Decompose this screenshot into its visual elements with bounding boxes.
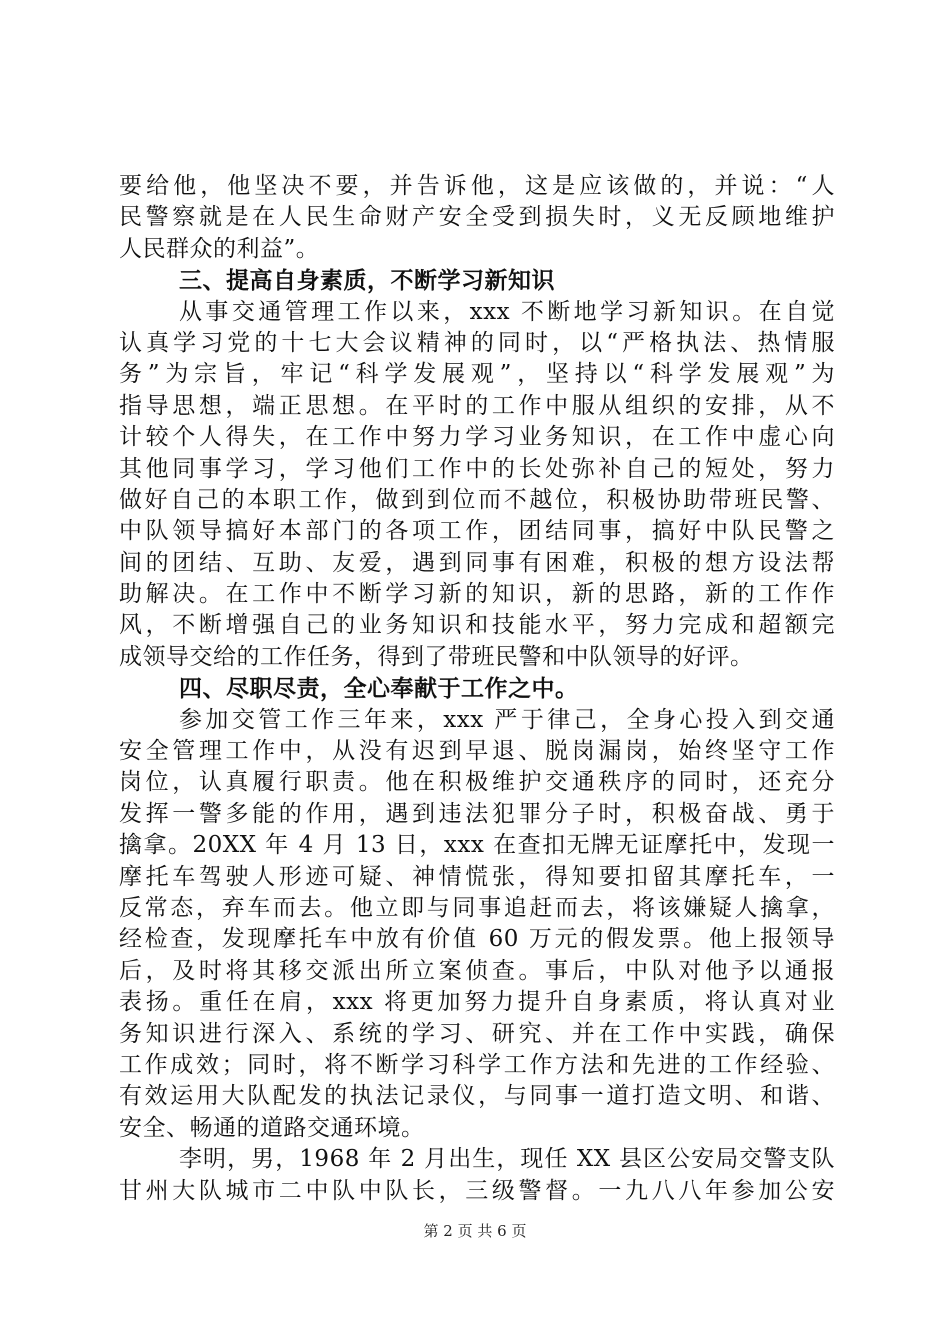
text-line: 民警察就是在人民生命财产安全受到损失时，义无反顾地维护 <box>119 204 835 231</box>
text-line: 表扬。重任在肩，xxx 将更加努力提升自身素质，将认真对业 <box>119 989 835 1016</box>
text-line: 做好自己的本职工作，做到到位而不越位，积极协助带班民警、 <box>119 486 835 513</box>
text-line: 要给他，他坚决不要，并告诉他，这是应该做的，并说：“人 <box>119 173 835 199</box>
text-line: 中队领导搞好本部门的各项工作，团结同事，搞好中队民警之 <box>119 518 835 545</box>
text-line: 安全、畅通的道路交通环境。 <box>119 1114 425 1141</box>
text-line: 其他同事学习，学习他们工作中的长处弥补自己的短处，努力 <box>119 455 835 482</box>
text-line: 认真学习党的十七大会议精神的同时，以“严格执法、热情服 <box>119 329 835 356</box>
text-line: 助解决。在工作中不断学习新的知识，新的思路，新的工作作 <box>119 581 835 608</box>
text-line: 反常态，弃车而去。他立即与同事追赶而去，将该嫌疑人擒拿， <box>119 894 835 921</box>
document-body <box>119 171 835 1207</box>
text-line: 李明，男，1968 年 2 月出生，现任 XX 县区公安局交警支队 <box>179 1146 835 1173</box>
text-line: 后，及时将其移交派出所立案侦查。事后，中队对他予以通报 <box>119 957 835 984</box>
text-line: 安全管理工作中，从没有迟到早退、脱岗漏岗，始终坚守工作 <box>119 738 835 765</box>
text-line: 人民群众的利益”。 <box>119 235 320 262</box>
text-line: 从事交通管理工作以来，xxx 不断地学习新知识。在自觉 <box>179 298 835 325</box>
text-line: 有效运用大队配发的执法记录仪，与同事一道打造文明、和谐、 <box>119 1083 835 1110</box>
text-line: 发挥一警多能的作用，遇到违法犯罪分子时，积极奋战、勇于 <box>119 800 835 827</box>
text-line: 务”为宗旨，牢记“科学发展观”，坚持以“科学发展观”为 <box>119 361 835 388</box>
text-line: 工作成效；同时，将不断学习科学工作方法和先进的工作经验、 <box>119 1051 835 1078</box>
text-line: 指导思想，端正思想。在平时的工作中服从组织的安排，从不 <box>119 392 835 419</box>
text-line: 岗位，认真履行职责。他在积极维护交通秩序的同时，还充分 <box>119 769 835 796</box>
text-line: 擒拿。20XX 年 4 月 13 日，xxx 在查扣无牌无证摩托中，发现一 <box>119 832 835 859</box>
page-number-footer: 第 2 页 共 6 页 <box>423 1222 527 1240</box>
text-line: 成领导交给的工作任务，得到了带班民警和中队领导的好评。 <box>119 643 754 670</box>
text-line: 参加交管工作三年来，xxx 严于律己，全身心投入到交通 <box>179 706 835 733</box>
text-line: 摩托车驾驶人形迹可疑、神情慌张，得知要扣留其摩托车，一 <box>119 863 835 890</box>
text-line: 计较个人得失，在工作中努力学习业务知识，在工作中虚心向 <box>119 424 835 451</box>
text-line: 经检查，发现摩托车中放有价值 60 万元的假发票。他上报领导 <box>119 926 835 953</box>
text-line: 风，不断增强自己的业务知识和技能水平，努力完成和超额完 <box>119 612 835 639</box>
text-line: 间的团结、互助、友爱，遇到同事有困难，积极的想方设法帮 <box>119 549 835 576</box>
section-heading-4: 四、尽职尽责，全心奉献于工作之中。 <box>179 675 579 703</box>
text-line: 甘州大队城市二中队中队长，三级警督。一九八八年参加公安 <box>119 1177 835 1204</box>
section-heading-3: 三、提高自身素质，不断学习新知识 <box>179 267 555 295</box>
text-line: 务知识进行深入、系统的学习、研究、并在工作中实践，确保 <box>119 1020 835 1047</box>
